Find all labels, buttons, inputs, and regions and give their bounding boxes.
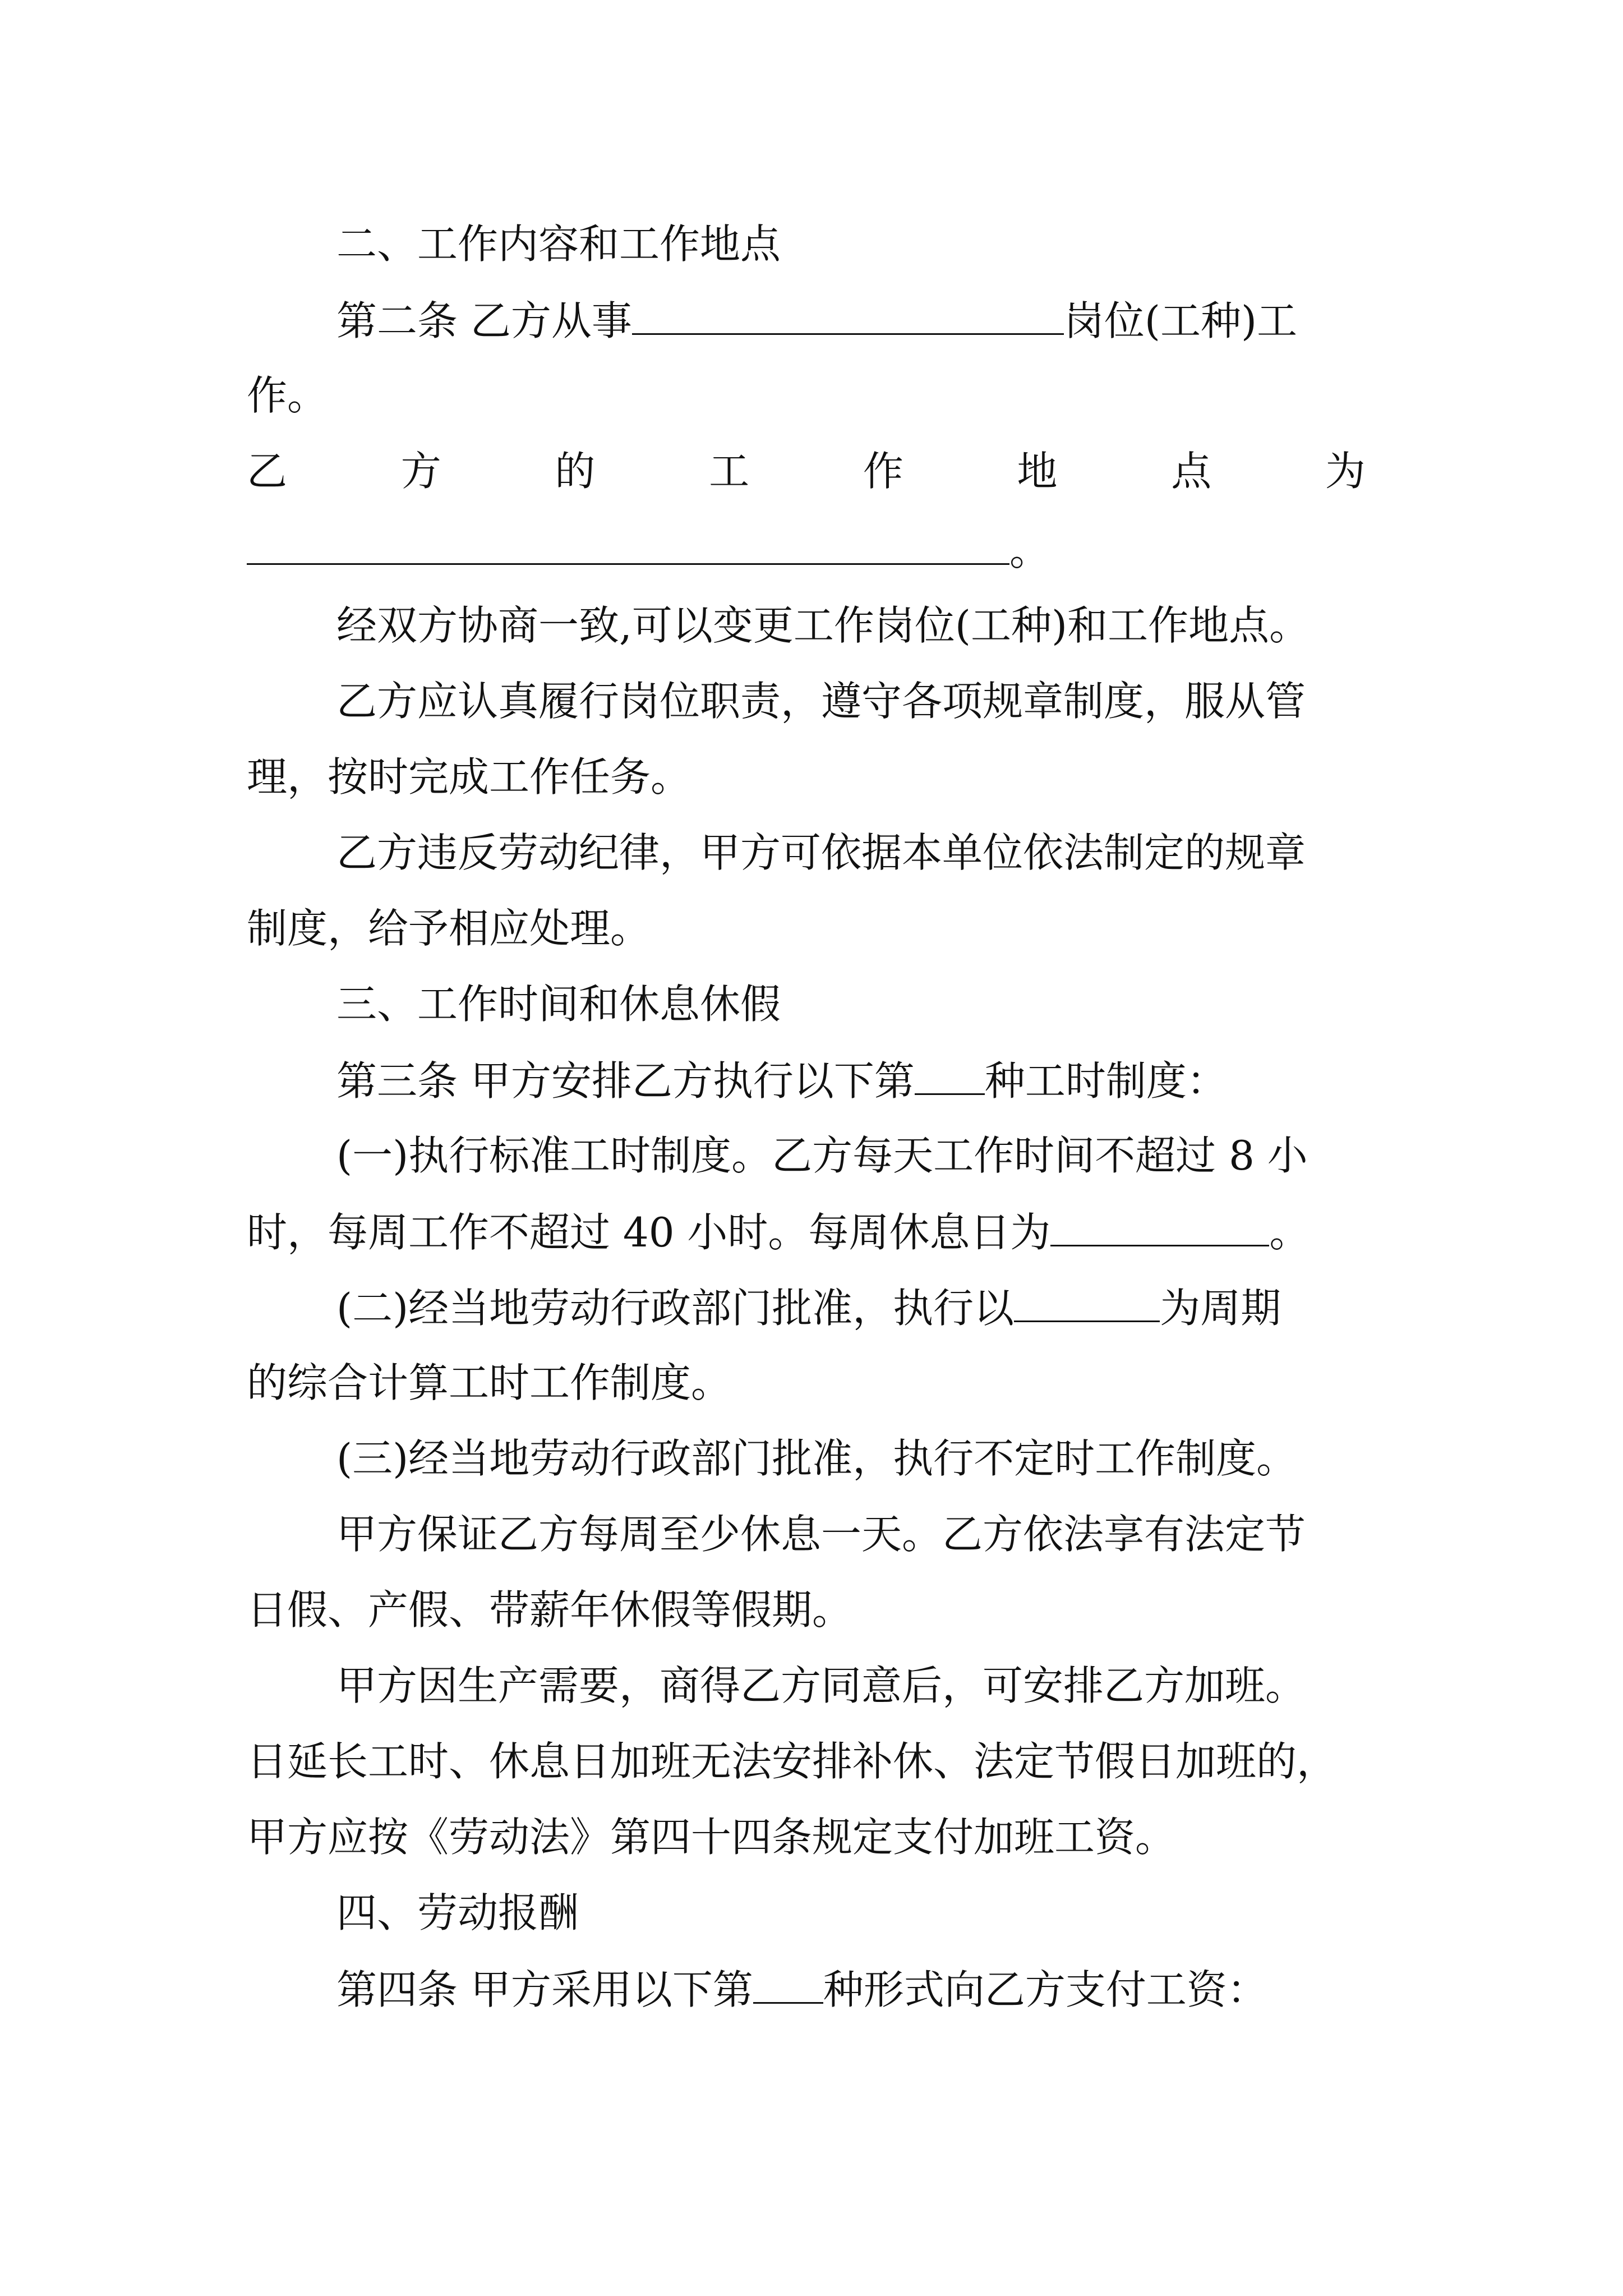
work-location-spaced-line: 乙 方 的 工 作 地 点 为	[247, 448, 1366, 495]
paragraph-duties-line-1: 乙方应认真履行岗位职责，遵守各项规章制度，服从管	[336, 678, 1306, 725]
section-heading-work-content: 二、工作内容和工作地点	[336, 220, 781, 268]
comprehensive-hours-line-1: (二)经当地劳动行政部门批准，执行以 为周期	[336, 1285, 1281, 1332]
article-3-line: 第三条 甲方安排乙方执行以下第 种工时制度：	[336, 1057, 1227, 1105]
standard-hours-line-2: 时，每周工作不超过 40 小时。每周休息日为 。	[247, 1209, 1310, 1256]
standard-hours-line-1: (一)执行标准工时制度。乙方每天工作时间不超过 8 小	[336, 1132, 1308, 1179]
article-2-continuation: 作。	[247, 372, 328, 419]
article-2-line: 第二条 乙方从事 岗位(工种)工	[336, 297, 1298, 344]
period-blank	[1014, 1285, 1160, 1322]
paragraph-discipline-line-2: 制度，给予相应处理。	[247, 905, 651, 952]
paragraph-discipline-line-1: 乙方违反劳动纪律，甲方可依据本单位依法制定的规章	[336, 829, 1306, 876]
overtime-line-2: 日延长工时、休息日加班无法安排补休、法定节假日加班的，	[247, 1738, 1338, 1785]
wage-form-blank	[753, 1966, 823, 2004]
article-4-line: 第四条 甲方采用以下第 种形式向乙方支付工资：	[336, 1966, 1267, 2013]
rest-guarantee-line-1: 甲方保证乙方每周至少休息一天。乙方依法享有法定节	[336, 1511, 1306, 1558]
work-location-blank-line: 。	[247, 527, 1050, 572]
hours-system-blank	[915, 1057, 985, 1095]
position-blank	[632, 297, 1064, 335]
rest-day-blank	[1050, 1209, 1269, 1246]
overtime-line-1: 甲方因生产需要，商得乙方同意后，可安排乙方加班。	[336, 1662, 1306, 1709]
work-location-blank	[247, 527, 1009, 565]
comprehensive-hours-line-2: 的综合计算工时工作制度。	[247, 1359, 732, 1406]
paragraph-duties-line-2: 理，按时完成工作任务。	[247, 753, 691, 800]
overtime-line-3: 甲方应按《劳动法》第四十四条规定支付加班工资。	[247, 1814, 1176, 1861]
section-heading-working-hours: 三、工作时间和休息休假	[336, 981, 781, 1028]
rest-guarantee-line-2: 日假、产假、带薪年休假等假期。	[247, 1586, 853, 1634]
paragraph-change-position: 经双方协商一致,可以变更工作岗位(工种)和工作地点。	[336, 602, 1310, 649]
flexible-hours-line: (三)经当地劳动行政部门批准，执行不定时工作制度。	[336, 1435, 1297, 1482]
section-heading-remuneration: 四、劳动报酬	[336, 1889, 579, 1936]
